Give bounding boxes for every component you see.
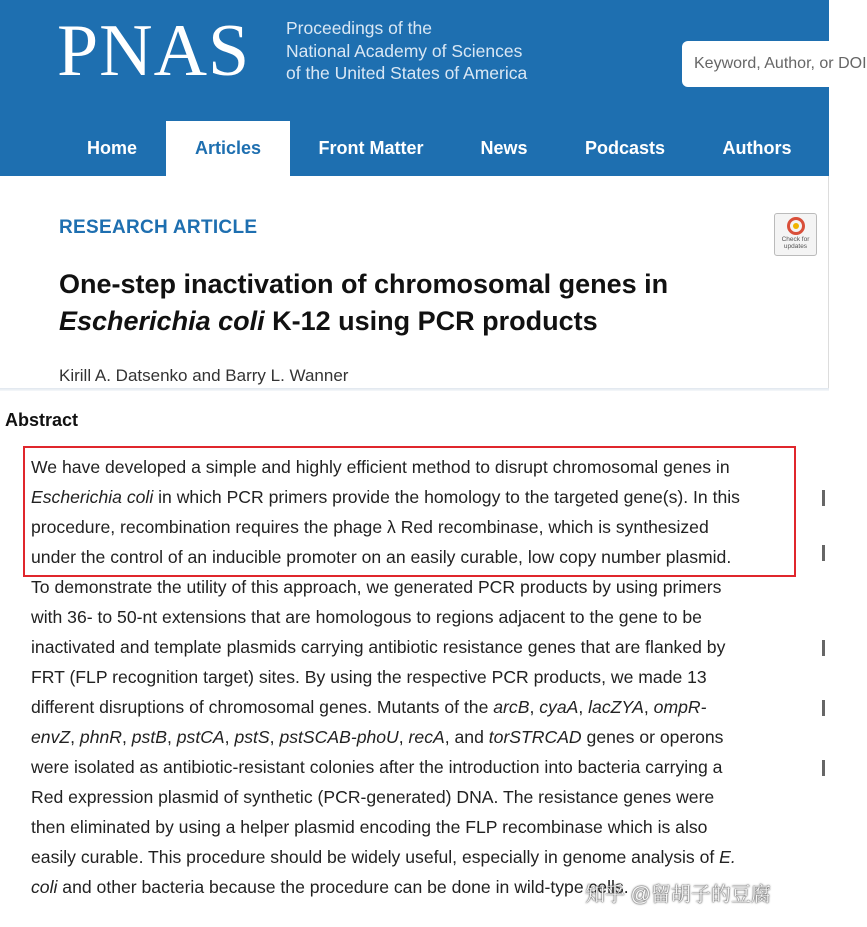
abstract-text-run: under the control of an inducible promoter on an easily curable, low copy number plasmid.	[31, 547, 732, 567]
scroll-mark	[822, 490, 825, 506]
academy-line-3: of the United States of America	[286, 63, 528, 83]
abstract-text-run: then eliminated by using a helper plasmid encoding the FLP recombinase which is also	[31, 817, 708, 837]
zhihu-watermark: 知乎 @留胡子的豆腐	[585, 884, 771, 906]
title-line-1: One-step inactivation of chromosomal genes in	[59, 269, 669, 299]
article-title	[59, 266, 759, 340]
abstract-text-run: different disruptions of chromosomal genes. Mutants of the	[31, 697, 494, 717]
badge-line-2: updates	[783, 243, 808, 250]
abstract-text-run: ,	[269, 727, 280, 747]
nav-authors[interactable]: Authors	[722, 138, 792, 158]
article-type: RESEARCH ARTICLE	[59, 217, 258, 238]
nav-news[interactable]: News	[480, 138, 528, 158]
abstract-italic-term: lacZYA	[588, 697, 644, 717]
crossmark-icon	[787, 217, 805, 235]
abstract-text-run: ,	[224, 727, 235, 747]
scroll-mark	[822, 545, 825, 561]
title-species: Escherichia coli	[59, 306, 265, 336]
abstract-text-run: genes or operons	[581, 727, 724, 747]
section-divider	[0, 388, 829, 391]
abstract-italic-term: arcB	[493, 697, 530, 717]
abstract-text-run: ,	[121, 727, 132, 747]
abstract-text-run: Red expression plasmid of synthetic (PCR-generated) DNA. The resistance genes were	[31, 787, 715, 807]
article-authors[interactable]: Kirill A. Datsenko and Barry L. Wanner	[59, 366, 349, 385]
academy-line-1: Proceedings of the	[286, 18, 432, 38]
abstract-text-run: To demonstrate the utility of this approach, we generated PCR products by using primers	[31, 577, 722, 597]
abstract-italic-term: envZ	[31, 727, 71, 747]
abstract-text-run: ,	[529, 697, 540, 717]
abstract-line	[31, 632, 791, 662]
scroll-mark	[822, 760, 825, 776]
title-line-2: K-12 using PCR products	[264, 306, 598, 336]
abstract-italic-term: recA	[408, 727, 445, 747]
abstract-italic-term: coli	[31, 877, 58, 897]
abstract-italic-term: pstSCAB-phoU	[279, 727, 399, 747]
abstract-text-run: ,	[578, 697, 589, 717]
abstract-text-run: with 36- to 50-nt extensions that are homologous to regions adjacent to the gene to be	[31, 607, 702, 627]
abstract-text-run: ,	[70, 727, 80, 747]
nav-home[interactable]: Home	[86, 138, 137, 158]
academy-line-2: National Academy of Sciences	[286, 40, 523, 61]
abstract-text-run: easily curable. This procedure should be widely useful, especially in genome analysis of	[31, 847, 720, 867]
abstract-text-run: were isolated as antibiotic-resistant colonies after the introduction into bacteria carrying a	[31, 757, 723, 777]
abstract-line	[31, 662, 791, 692]
academy-name	[286, 17, 527, 85]
nav-articles[interactable]: Articles	[166, 121, 290, 176]
search-input[interactable]: Keyword, Author, or DOI	[682, 41, 842, 87]
abstract-text-run: We have developed a simple and highly efficient method to disrupt chromosomal genes in	[31, 457, 730, 477]
abstract-italic-term: E.	[719, 847, 736, 867]
scroll-mark	[822, 640, 825, 656]
abstract-text-run: in which PCR primers provide the homology to the targeted gene(s). In this	[153, 487, 740, 507]
pnas-logo[interactable]: PNAS	[57, 10, 251, 92]
badge-line-1: Check for	[781, 236, 810, 243]
abstract-text-run: ,	[166, 727, 177, 747]
abstract-italic-term: ompR-	[653, 697, 707, 717]
scroll-mark	[822, 700, 825, 716]
abstract-line	[31, 752, 791, 782]
abstract-line	[31, 812, 791, 842]
abstract-heading: Abstract	[5, 410, 79, 430]
abstract-line	[31, 722, 791, 752]
article-header	[0, 176, 829, 390]
main-nav	[0, 121, 829, 176]
check-for-updates-badge[interactable]	[774, 213, 817, 256]
highlight-annotation-box	[23, 446, 796, 577]
abstract-italic-term: pstS	[234, 727, 270, 747]
nav-podcasts[interactable]: Podcasts	[584, 138, 666, 158]
abstract-italic-term: phnR	[79, 727, 122, 747]
abstract-text-run: ,	[643, 697, 654, 717]
abstract-text-run: and other bacteria because the procedure can be done in wild-type cells.	[57, 877, 629, 897]
abstract-line	[31, 842, 791, 872]
abstract-text-run: FRT (FLP recognition target) sites. By using the respective PCR products, we made 13	[31, 667, 707, 687]
abstract-line	[31, 602, 791, 632]
site-header	[0, 0, 867, 176]
abstract-italic-term: cyaA	[539, 697, 579, 717]
abstract-text-run: ,	[398, 727, 409, 747]
abstract-italic-term: pstCA	[176, 727, 225, 747]
abstract-text-run: procedure, recombination requires the phage λ Red recombinase, which is synthesized	[31, 517, 709, 537]
abstract-text-run: , and	[444, 727, 489, 747]
abstract-line	[31, 692, 791, 722]
abstract-text-run: inactivated and template plasmids carrying antibiotic resistance genes that are flanked by	[31, 637, 726, 657]
abstract-italic-term: Escherichia coli	[31, 487, 154, 507]
abstract-italic-term: torSTRCAD	[488, 727, 582, 747]
abstract-line	[31, 782, 791, 812]
nav-front-matter[interactable]: Front Matter	[318, 138, 424, 158]
abstract-italic-term: pstB	[131, 727, 167, 747]
